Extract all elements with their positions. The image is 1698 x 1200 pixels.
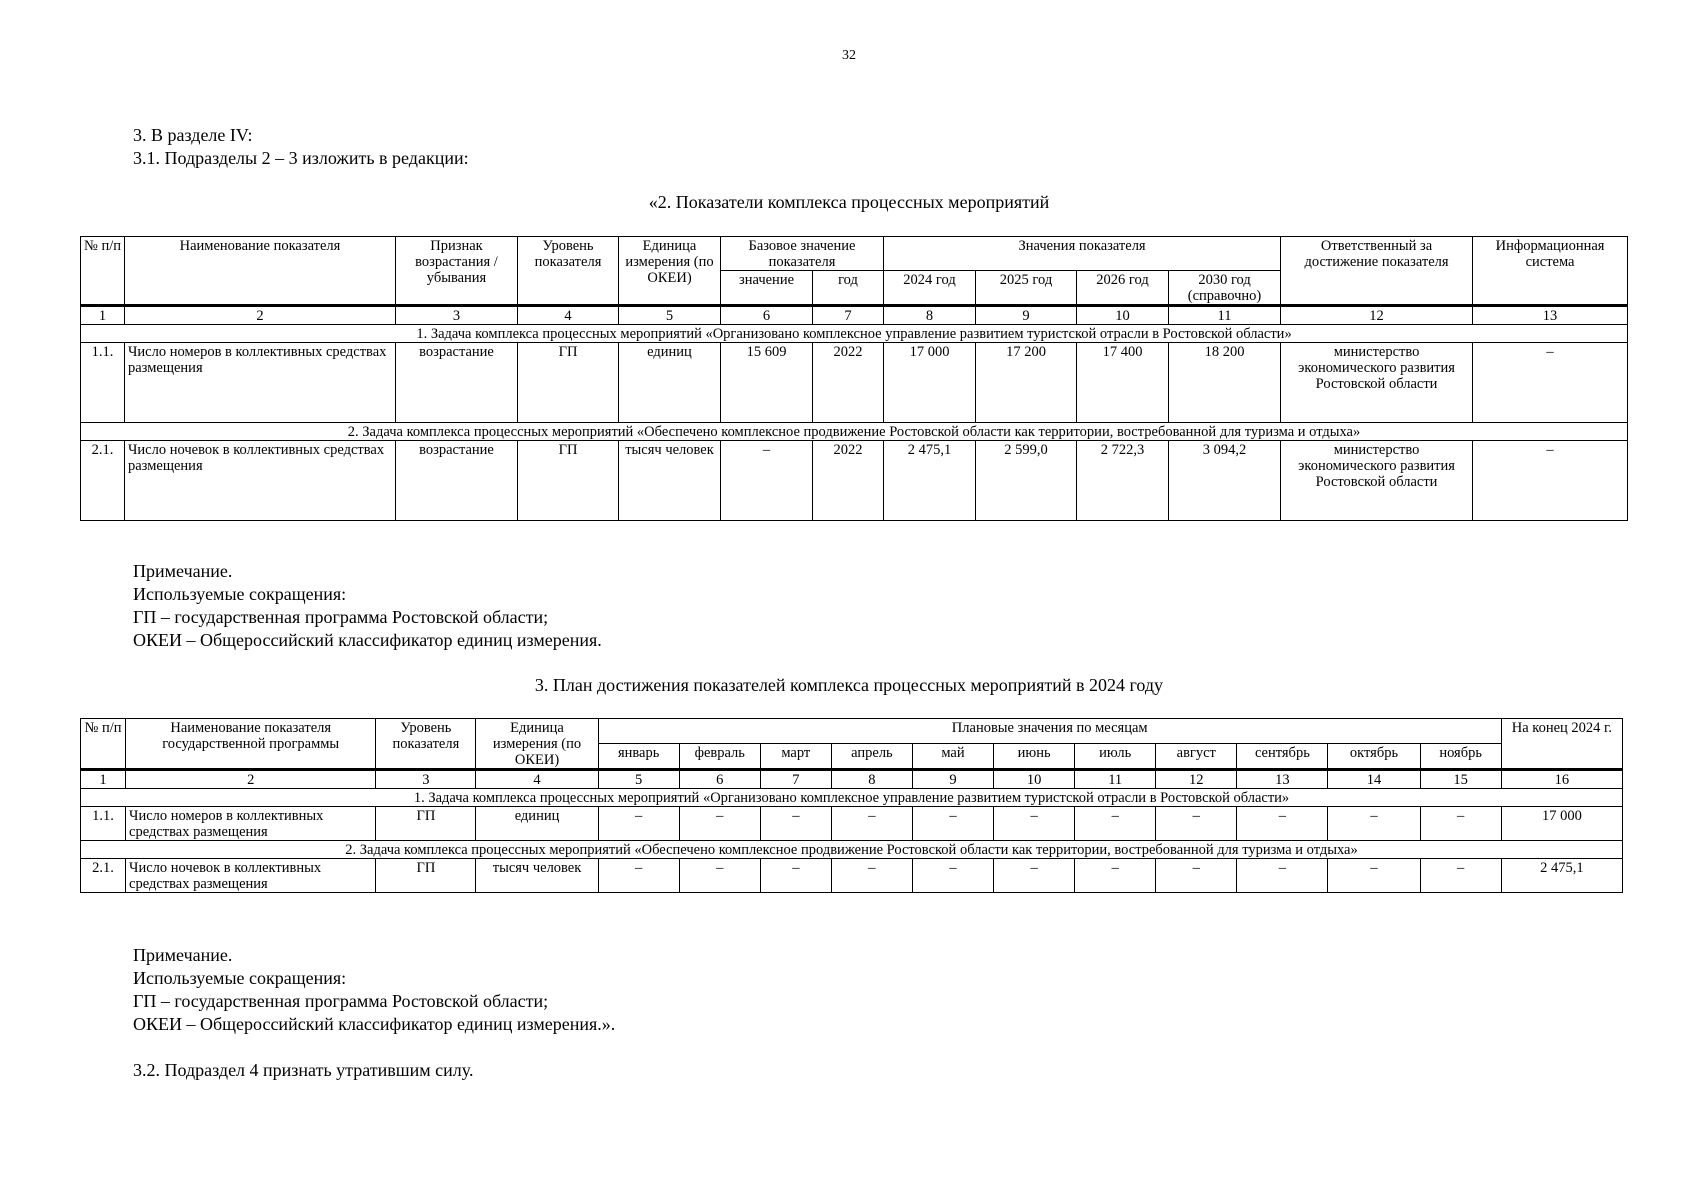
col-number: 13: [1473, 306, 1628, 325]
col-plan-header: Плановые значения по месяцам: [598, 719, 1501, 744]
col-base-year-header: год: [813, 271, 884, 306]
col-number: 2: [125, 306, 396, 325]
col-number: 12: [1156, 770, 1237, 789]
col-number: 5: [619, 306, 721, 325]
row-base-year: 2022: [813, 343, 884, 423]
col-unit-header: Единица измерения (по ОКЕИ): [619, 237, 721, 306]
row-responsible: министерство экономического развития Ростовской области: [1281, 441, 1473, 521]
task-row: [81, 841, 1623, 859]
row-2030: 3 094,2: [1169, 441, 1281, 521]
row-2025: 2 599,0: [976, 441, 1077, 521]
row-info: –: [1473, 441, 1628, 521]
row-base-value: –: [721, 441, 813, 521]
table-header-row: [81, 237, 1628, 271]
col-sign-header: Признак возрастания / убывания: [396, 237, 518, 306]
section2-title: «2. Показатели комплекса процессных мероприятий: [648, 192, 1050, 212]
col-base-header: Базовое значение показателя: [721, 237, 884, 271]
row-level: ГП: [376, 859, 476, 893]
col-month-header: май: [912, 743, 993, 769]
table-row: [81, 807, 1623, 841]
row-month-value: –: [1237, 859, 1328, 893]
row-month-value: –: [1237, 807, 1328, 841]
col-number: 15: [1420, 770, 1501, 789]
row-month-value: –: [831, 859, 912, 893]
col-num-header: № п/п: [81, 719, 126, 770]
row-level: ГП: [376, 807, 476, 841]
col-number: 3: [376, 770, 476, 789]
note1-line-2: Используемые сокращения:: [133, 584, 347, 604]
col-base-value-header: значение: [721, 271, 813, 306]
row-month-value: –: [994, 807, 1075, 841]
col-number: 6: [679, 770, 760, 789]
col-values-header: Значения показателя: [884, 237, 1281, 271]
table-header-row: [81, 719, 1623, 744]
indicators-table: [80, 236, 1628, 521]
col-number: 8: [831, 770, 912, 789]
col-month-header: январь: [598, 743, 679, 769]
col-2024-header: 2024 год: [884, 271, 976, 306]
row-2026: 17 400: [1077, 343, 1169, 423]
row-month-value: –: [760, 859, 831, 893]
plan-table: [80, 718, 1623, 893]
row-unit: тысяч человек: [619, 441, 721, 521]
row-num: 2.1.: [81, 859, 126, 893]
row-num: 1.1.: [81, 343, 125, 423]
col-month-header: июнь: [994, 743, 1075, 769]
task-2-heading: 2. Задача комплекса процессных мероприятий «Обеспечено комплексное продвижение Ростовской области как территории, востребованной для туризма и отдыха»: [81, 841, 1623, 859]
note2-line-3: ГП – государственная программа Ростовской области;: [133, 991, 549, 1011]
col-number: 4: [476, 770, 598, 789]
row-name: Число номеров в коллективных средствах размещения: [126, 807, 376, 841]
col-number: 4: [518, 306, 619, 325]
col-name-header: Наименование показателя государственной программы: [126, 719, 376, 770]
table-row: [81, 441, 1628, 521]
final-paragraph: 3.2. Подраздел 4 признать утратившим силу.: [133, 1060, 474, 1080]
row-responsible: министерство экономического развития Ростовской области: [1281, 343, 1473, 423]
col-responsible-header: Ответственный за достижение показателя: [1281, 237, 1473, 306]
row-unit: единиц: [476, 807, 598, 841]
row-name: Число номеров в коллективных средствах размещения: [125, 343, 396, 423]
row-month-value: –: [598, 807, 679, 841]
col-number: 10: [994, 770, 1075, 789]
col-number: 12: [1281, 306, 1473, 325]
row-unit: единиц: [619, 343, 721, 423]
col-number: 7: [813, 306, 884, 325]
col-month-header: апрель: [831, 743, 912, 769]
row-month-value: –: [912, 859, 993, 893]
col-number: 9: [976, 306, 1077, 325]
col-2026-header: 2026 год: [1077, 271, 1169, 306]
col-number: 7: [760, 770, 831, 789]
row-month-value: –: [1156, 807, 1237, 841]
intro-line-1: 3. В разделе IV:: [133, 125, 253, 145]
row-month-value: –: [679, 807, 760, 841]
col-number: 1: [81, 770, 126, 789]
row-month-value: –: [831, 807, 912, 841]
row-month-value: –: [1075, 859, 1156, 893]
task-1-heading: 1. Задача комплекса процессных мероприятий «Организовано комплексное управление развитием туристской отрасли в Ростовской области»: [81, 325, 1628, 343]
col-end-header: На конец 2024 г.: [1501, 719, 1622, 770]
row-month-value: –: [994, 859, 1075, 893]
note1-line-4: ОКЕИ – Общероссийский классификатор единиц измерения.: [133, 630, 602, 650]
task-row: [81, 423, 1628, 441]
col-month-header: сентябрь: [1237, 743, 1328, 769]
row-end-value: 17 000: [1501, 807, 1622, 841]
col-month-header: октябрь: [1328, 743, 1420, 769]
task-row: [81, 789, 1623, 807]
row-name: Число ночевок в коллективных средствах размещения: [125, 441, 396, 521]
row-num: 1.1.: [81, 807, 126, 841]
col-unit-header: Единица измерения (по ОКЕИ): [476, 719, 598, 770]
section3-title: 3. План достижения показателей комплекса процессных мероприятий в 2024 году: [534, 675, 1164, 695]
row-base-year: 2022: [813, 441, 884, 521]
col-number: 11: [1075, 770, 1156, 789]
row-base-value: 15 609: [721, 343, 813, 423]
row-month-value: –: [1420, 807, 1501, 841]
task-row: [81, 325, 1628, 343]
row-name: Число ночевок в коллективных средствах размещения: [126, 859, 376, 893]
col-number: 5: [598, 770, 679, 789]
column-numbers-row: [81, 306, 1628, 325]
col-month-header: ноябрь: [1420, 743, 1501, 769]
row-month-value: –: [679, 859, 760, 893]
col-number: 6: [721, 306, 813, 325]
row-month-value: –: [1156, 859, 1237, 893]
col-level-header: Уровень показателя: [518, 237, 619, 306]
row-month-value: –: [1075, 807, 1156, 841]
row-level: ГП: [518, 441, 619, 521]
col-month-header: август: [1156, 743, 1237, 769]
row-2025: 17 200: [976, 343, 1077, 423]
column-numbers-row: [81, 770, 1623, 789]
row-month-value: –: [1420, 859, 1501, 893]
task-2-heading: 2. Задача комплекса процессных мероприятий «Обеспечено комплексное продвижение Ростовской области как территории, востребованной для туризма и отдыха»: [81, 423, 1628, 441]
col-level-header: Уровень показателя: [376, 719, 476, 770]
row-info: –: [1473, 343, 1628, 423]
col-number: 11: [1169, 306, 1281, 325]
row-2024: 2 475,1: [884, 441, 976, 521]
note1-line-1: Примечание.: [133, 561, 233, 581]
col-number: 2: [126, 770, 376, 789]
col-info-header: Информационная система: [1473, 237, 1628, 306]
row-month-value: –: [760, 807, 831, 841]
row-2030: 18 200: [1169, 343, 1281, 423]
col-month-header: февраль: [679, 743, 760, 769]
row-month-value: –: [598, 859, 679, 893]
col-month-header: март: [760, 743, 831, 769]
col-2025-header: 2025 год: [976, 271, 1077, 306]
row-end-value: 2 475,1: [1501, 859, 1622, 893]
col-num-header: № п/п: [81, 237, 125, 306]
col-number: 9: [912, 770, 993, 789]
page-number: 32: [842, 48, 856, 63]
row-2024: 17 000: [884, 343, 976, 423]
row-sign: возрастание: [396, 343, 518, 423]
col-month-header: июль: [1075, 743, 1156, 769]
col-number: 13: [1237, 770, 1328, 789]
col-2030-header: 2030 год (справочно): [1169, 271, 1281, 306]
row-2026: 2 722,3: [1077, 441, 1169, 521]
note1-line-3: ГП – государственная программа Ростовской области;: [133, 607, 549, 627]
row-unit: тысяч человек: [476, 859, 598, 893]
intro-line-2: 3.1. Подразделы 2 – 3 изложить в редакции:: [133, 148, 469, 168]
col-number: 10: [1077, 306, 1169, 325]
table-row: [81, 343, 1628, 423]
task-1-heading: 1. Задача комплекса процессных мероприятий «Организовано комплексное управление развитием туристской отрасли в Ростовской области»: [81, 789, 1623, 807]
row-month-value: –: [1328, 807, 1420, 841]
col-number: 1: [81, 306, 125, 325]
row-month-value: –: [912, 807, 993, 841]
row-num: 2.1.: [81, 441, 125, 521]
table-row: [81, 859, 1623, 893]
note2-line-1: Примечание.: [133, 945, 233, 965]
col-number: 8: [884, 306, 976, 325]
col-number: 16: [1501, 770, 1622, 789]
row-month-value: –: [1328, 859, 1420, 893]
note2-line-4: ОКЕИ – Общероссийский классификатор единиц измерения.».: [133, 1014, 616, 1034]
row-level: ГП: [518, 343, 619, 423]
col-number: 3: [396, 306, 518, 325]
note2-line-2: Используемые сокращения:: [133, 968, 347, 988]
row-sign: возрастание: [396, 441, 518, 521]
col-number: 14: [1328, 770, 1420, 789]
col-name-header: Наименование показателя: [125, 237, 396, 306]
